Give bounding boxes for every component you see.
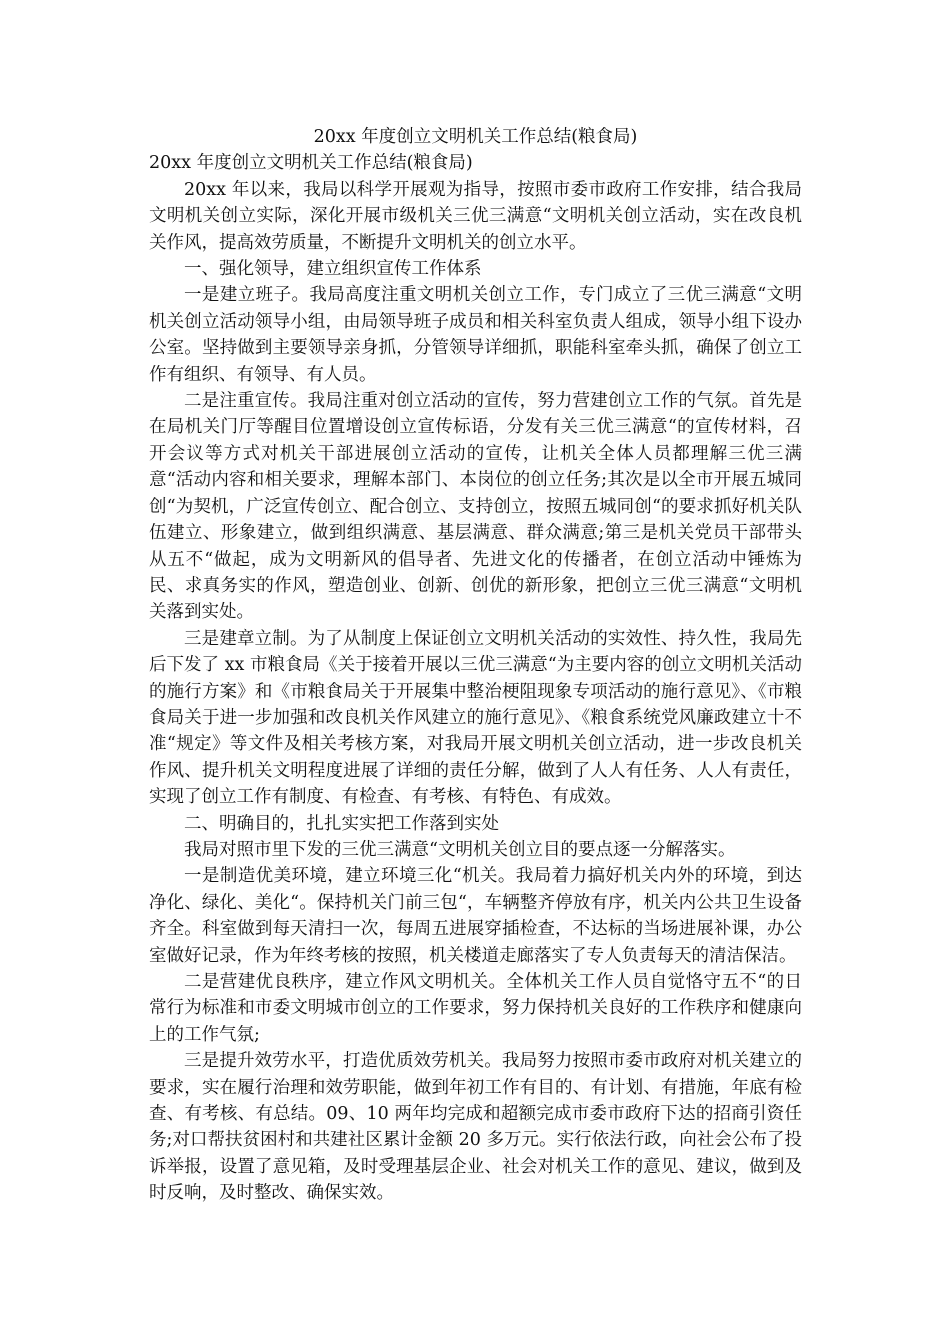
paragraph-service: 三是提升效劳水平，打造优质效劳机关。我局努力按照市委市政府对机关建立的要求，实在履行治理和效劳职能，做到年初工作有目的、有计划、有措施，年底有检查、有考核、有总结。09、10 两年均完成和超额完成市委市政府下达的招商引资任务;对口帮扶贫困村和共建社区累计金额 20 多万元。实行依法行政，向社会公布了投诉举报，设置了意见箱，及时受理基层企业、社会对机关工作的意见、建议，做到及时反响，及时整改、确保实效。 bbox=[149, 1051, 802, 1204]
section-heading-2: 二、明确目的，扎扎实实把工作落到实处 bbox=[184, 813, 499, 834]
paragraph-rules: 三是建章立制。为了从制度上保证创立文明机关活动的实效性、持久性，我局先后下发了 xx 市粮食局《关于接着开展以三优三满意“为主要内容的创立文明机关活动的施行方案》和《市粮食局关于开展集中整治梗阻现象专项活动的施行意见》、《市粮食局关于进一步加强和改良机关作风建立的施行意见》、《粮食系统党风廉政建立十不准“规定》等文件及相关考核方案，对我局开展文明机关创立活动，进一步改良机关作风、提升机关文明程度进展了详细的责任分解，做到了人人有任务、人人有责任，实现了创立工作有制度、有检查、有考核、有特色、有成效。 bbox=[149, 628, 802, 808]
paragraph-goals: 我局对照市里下发的三优三满意“文明机关创立目的要点逐一分解落实。 bbox=[184, 839, 736, 860]
document-title: 20xx 年度创立文明机关工作总结(粮食局) bbox=[313, 127, 638, 147]
document-subtitle: 20xx 年度创立文明机关工作总结(粮食局) bbox=[149, 153, 473, 174]
document-body bbox=[149, 124, 802, 1207]
paragraph-order: 二是营建优良秩序，建立作风文明机关。全体机关工作人员自觉恪守五不“的日常行为标准和市委文明城市创立的工作要求，努力保持机关良好的工作秩序和健康向上的工作气氛; bbox=[149, 972, 802, 1045]
paragraph-team: 一是建立班子。我局高度注重文明机关创立工作，专门成立了三优三满意“文明机关创立活动领导小组，由局领导班子成员和相关科室负责人组成，领导小组下设办公室。坚持做到主要领导亲身抓，分管领导详细抓，职能科室牵头抓，确保了创立工作有组织、有领导、有人员。 bbox=[149, 285, 802, 385]
paragraph-publicity: 二是注重宣传。我局注重对创立活动的宣传，努力营建创立工作的气氛。首先是在局机关门厅等醒目位置增设创立宣传标语，分发有关三优三满意“的宣传材料，召开会议等方式对机关干部进展创立活动的宣传，让机关全体人员都理解三优三满意“活动内容和相关要求，理解本部门、本岗位的创立任务;其次是以全市开展五城同创“为契机，广泛宣传创立、配合创立、支持创立，按照五城同创“的要求抓好机关队伍建立、形象建立，做到组织满意、基层满意、群众满意;第三是机关党员干部带头从五不“做起，成为文明新风的倡导者、先进文化的传播者，在创立活动中锤炼为民、求真务实的作风，塑造创业、创新、创优的新形象，把创立三优三满意“文明机关落到实处。 bbox=[149, 391, 802, 623]
paragraph-intro: 20xx 年以来，我局以科学开展观为指导，按照市委市政府工作安排，结合我局文明机关创立实际，深化开展市级机关三优三满意“文明机关创立活动，实在改良机关作风，提高效劳质量，不断提升文明机关的创立水平。 bbox=[149, 179, 802, 253]
paragraph-environment: 一是制造优美环境，建立环境三化“机关。我局着力搞好机关内外的环境，到达净化、绿化、美化“。保持机关门前三包“，车辆整齐停放有序，机关内公共卫生设备齐全。科室做到每天清扫一次，每周五进展穿插检查，不达标的当场进展补课，办公室做好记录，作为年终考核的按照，机关楼道走廊落实了专人负责每天的清洁保洁。 bbox=[149, 866, 802, 966]
section-heading-1: 一、强化领导，建立组织宣传工作体系 bbox=[184, 259, 482, 280]
